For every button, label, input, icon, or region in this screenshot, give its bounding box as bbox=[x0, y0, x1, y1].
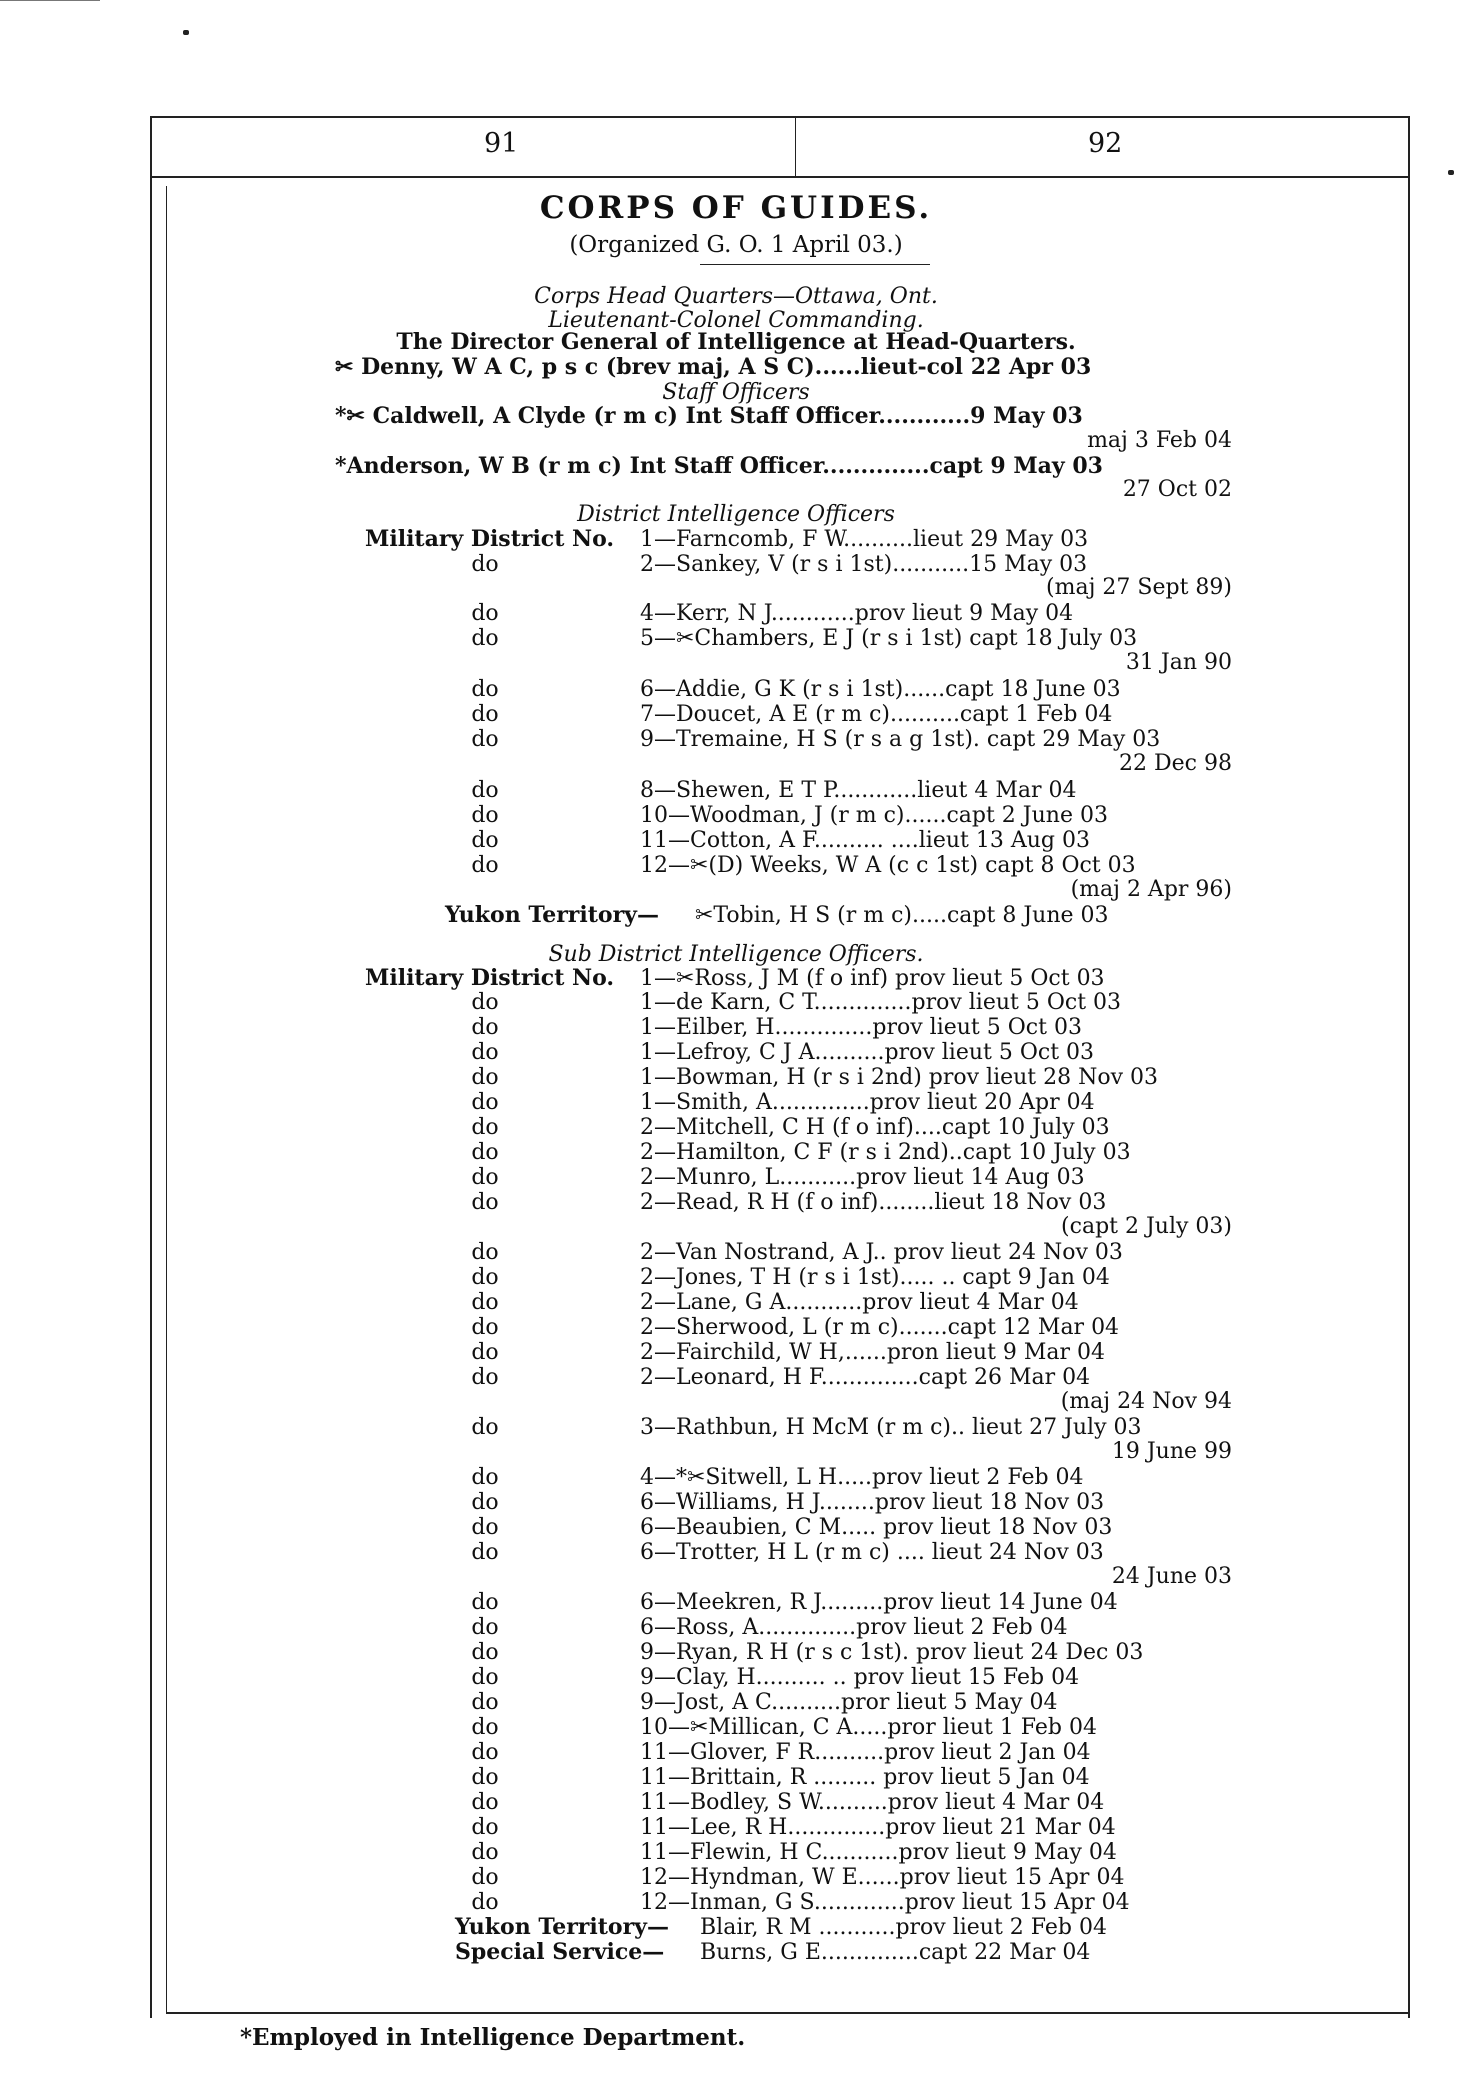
sub-entry: 11—Flewin, H C...........prov lieut 9 May 04 bbox=[640, 1840, 1117, 1865]
sub-ditto: do bbox=[471, 1765, 499, 1790]
sub-entry: Burns, G E..............capt 22 Mar 04 bbox=[700, 1940, 1091, 1965]
sub-ditto: do bbox=[471, 1865, 499, 1890]
sub-entry: 2—Read, R H (f o inf)........lieut 18 Nov 03 bbox=[640, 1190, 1107, 1215]
sub-ditto: do bbox=[471, 1665, 499, 1690]
district-district-label: Military District No. bbox=[365, 526, 615, 552]
district-ditto: do bbox=[471, 828, 499, 853]
sub-entry: 4—*✂Sitwell, L H.....prov lieut 2 Feb 04 bbox=[640, 1465, 1084, 1490]
hq-line: Lieutenant-Colonel Commanding. bbox=[548, 308, 924, 333]
footnote: *Employed in Intelligence Department. bbox=[240, 2024, 746, 2051]
sub-ditto: do bbox=[471, 1790, 499, 1815]
district-entry: 6—Addie, G K (r s i 1st)......capt 18 June 03 bbox=[640, 677, 1121, 702]
sub-ditto: do bbox=[471, 1040, 499, 1065]
sub-ditto: do bbox=[471, 1340, 499, 1365]
sub-ditto: do bbox=[471, 1290, 499, 1315]
sub-entry: 1—Eilber, H..............prov lieut 5 Oct 03 bbox=[640, 1015, 1082, 1040]
district-ditto: do bbox=[471, 853, 499, 878]
section-subtitle: (Organized G. O. 1 April 03.) bbox=[569, 232, 903, 258]
district-date-note: (maj 27 Sept 89) bbox=[1046, 575, 1232, 600]
sub-ditto: do bbox=[471, 1090, 499, 1115]
sub-ditto: do bbox=[471, 1515, 499, 1540]
sub-date-note: (maj 24 Nov 94 bbox=[1060, 1389, 1232, 1414]
sub-date-note: 19 June 99 bbox=[1111, 1439, 1232, 1464]
sub-entry: 6—Trotter, H L (r m c) .... lieut 24 Nov 03 bbox=[640, 1540, 1104, 1565]
sub-entry: 1—de Karn, C T..............prov lieut 5 Oct 03 bbox=[640, 990, 1122, 1015]
sub-entry: 3—Rathbun, H McM (r m c).. lieut 27 July 03 bbox=[640, 1415, 1142, 1440]
sub-ditto: do bbox=[471, 1365, 499, 1390]
sub-entry: 2—Sherwood, L (r m c).......capt 12 Mar 04 bbox=[640, 1315, 1120, 1340]
sub-ditto: do bbox=[471, 1015, 499, 1040]
sub-ditto: do bbox=[471, 1690, 499, 1715]
sub-entry: 2—Mitchell, C H (f o inf)....capt 10 July 03 bbox=[640, 1115, 1110, 1140]
ink-mark bbox=[1448, 170, 1454, 175]
sub-ditto: do bbox=[471, 1115, 499, 1140]
sub-ditto: do bbox=[471, 1590, 499, 1615]
sub-date-note: (capt 2 July 03) bbox=[1061, 1214, 1232, 1239]
section-title: CORPS OF GUIDES. bbox=[539, 190, 933, 226]
sub-entry: 6—Meekren, R J.........prov lieut 14 June 04 bbox=[640, 1590, 1118, 1615]
sub-ditto: do bbox=[471, 1415, 499, 1440]
district-date-note: 22 Dec 98 bbox=[1119, 751, 1232, 776]
hq-line: The Director General of Intelligence at Head-Quarters. bbox=[396, 329, 1076, 355]
district-ditto: do bbox=[471, 626, 499, 651]
top-left-dash bbox=[0, 0, 100, 1]
district-entry: 12—✂(D) Weeks, W A (c c 1st) capt 8 Oct 03 bbox=[640, 853, 1136, 878]
sub-ditto: do bbox=[471, 1240, 499, 1265]
sub-entry: 6—Beaubien, C M..... prov lieut 18 Nov 03 bbox=[640, 1515, 1113, 1540]
inner-left-rule bbox=[166, 186, 167, 2012]
sub-entry: 1—Lefroy, C J A..........prov lieut 5 Oct 03 bbox=[640, 1040, 1095, 1065]
district-entry: 7—Doucet, A E (r m c)..........capt 1 Feb 04 bbox=[640, 702, 1113, 727]
sub-ditto: do bbox=[471, 1065, 499, 1090]
sub-ditto: do bbox=[471, 1190, 499, 1215]
sub-ditto: do bbox=[471, 1540, 499, 1565]
sub-ditto: do bbox=[471, 1140, 499, 1165]
ink-mark bbox=[183, 30, 189, 35]
district-entry: 4—Kerr, N J............prov lieut 9 May 04 bbox=[640, 601, 1074, 626]
district-date-note: 31 Jan 90 bbox=[1125, 650, 1232, 675]
sub-entry: Blair, R M ...........prov lieut 2 Feb 04 bbox=[700, 1915, 1107, 1940]
staff-date-note: maj 3 Feb 04 bbox=[1087, 428, 1232, 453]
sub-ditto: do bbox=[471, 1640, 499, 1665]
page-number-right: 92 bbox=[1088, 128, 1123, 159]
sub-region: Yukon Territory— bbox=[455, 1914, 669, 1940]
district-date-note: (maj 2 Apr 96) bbox=[1070, 877, 1232, 902]
sub-ditto: do bbox=[471, 1165, 499, 1190]
sub-ditto: do bbox=[471, 1315, 499, 1340]
sub-ditto: do bbox=[471, 1840, 499, 1865]
sub-entry: 9—Clay, H.......... .. prov lieut 15 Feb 04 bbox=[640, 1665, 1080, 1690]
district-ditto: do bbox=[471, 803, 499, 828]
sub-entry: 11—Glover, F R..........prov lieut 2 Jan 04 bbox=[640, 1740, 1091, 1765]
sub-date-note: 24 June 03 bbox=[1111, 1564, 1232, 1589]
sub-entry: 9—Jost, A C..........pror lieut 5 May 04 bbox=[640, 1690, 1058, 1715]
subtitle-rule bbox=[700, 264, 930, 265]
staff-date-note: 27 Oct 02 bbox=[1122, 477, 1232, 502]
sub-entry: 2—Munro, L...........prov lieut 14 Aug 03 bbox=[640, 1165, 1085, 1190]
sub-region: Special Service— bbox=[455, 1939, 665, 1965]
staff-entry: *✂ Caldwell, A Clyde (r m c) Int Staff Officer............9 May 03 bbox=[335, 403, 1083, 429]
sub-entry: 2—Jones, T H (r s i 1st)..... .. capt 9 Jan 04 bbox=[640, 1265, 1110, 1290]
sub-entry: 12—Inman, G S.............prov lieut 15 Apr 04 bbox=[640, 1890, 1130, 1915]
sub-ditto: do bbox=[471, 1715, 499, 1740]
district-ditto: do bbox=[471, 778, 499, 803]
sub-entry: 11—Brittain, R ......... prov lieut 5 Jan 04 bbox=[640, 1765, 1090, 1790]
district-entry: 5—✂Chambers, E J (r s i 1st) capt 18 July 03 bbox=[640, 626, 1138, 651]
staff-entry: *Anderson, W B (r m c) Int Staff Officer..............capt 9 May 03 bbox=[335, 453, 1103, 479]
sub-entry: 1—Smith, A..............prov lieut 20 Apr 04 bbox=[640, 1090, 1095, 1115]
district-ditto: do bbox=[471, 727, 499, 752]
sub-entry: 10—✂Millican, C A.....pror lieut 1 Feb 04 bbox=[640, 1715, 1097, 1740]
sub-ditto: do bbox=[471, 990, 499, 1015]
district-heading: District Intelligence Officers bbox=[577, 502, 895, 527]
district-region: Yukon Territory— bbox=[445, 902, 659, 928]
sub-entry: 2—Lane, G A...........prov lieut 4 Mar 04 bbox=[640, 1290, 1079, 1315]
district-entry: 11—Cotton, A F.......... ....lieut 13 Aug 03 bbox=[640, 828, 1090, 853]
sub-entry: 1—✂Ross, J M (f o inf) prov lieut 5 Oct 03 bbox=[640, 966, 1105, 991]
sub-entry: 6—Ross, A..............prov lieut 2 Feb 04 bbox=[640, 1615, 1068, 1640]
district-entry: 1—Farncomb, F W..........lieut 29 May 03 bbox=[640, 527, 1089, 552]
district-entry: 10—Woodman, J (r m c)......capt 2 June 03 bbox=[640, 803, 1108, 828]
sub-entry: 1—Bowman, H (r s i 2nd) prov lieut 28 Nov 03 bbox=[640, 1065, 1159, 1090]
district-ditto: do bbox=[471, 552, 499, 577]
staff-heading: Staff Officers bbox=[662, 380, 810, 405]
district-entry: 8—Shewen, E T P............lieut 4 Mar 04 bbox=[640, 778, 1077, 803]
district-entry: ✂Tobin, H S (r m c).....capt 8 June 03 bbox=[695, 903, 1109, 928]
page-number-left: 91 bbox=[484, 128, 519, 159]
sub-district-label: Military District No. bbox=[365, 965, 615, 991]
sub-entry: 11—Bodley, S W..........prov lieut 4 Mar 04 bbox=[640, 1790, 1105, 1815]
bottom-rule bbox=[166, 2012, 1408, 2014]
sub-ditto: do bbox=[471, 1740, 499, 1765]
sub-ditto: do bbox=[471, 1890, 499, 1915]
sub-entry: 2—Leonard, H F..............capt 26 Mar 04 bbox=[640, 1365, 1091, 1390]
sub-ditto: do bbox=[471, 1815, 499, 1840]
sub-entry: 11—Lee, R H..............prov lieut 21 Mar 04 bbox=[640, 1815, 1116, 1840]
sub-district-heading: Sub District Intelligence Officers. bbox=[548, 942, 924, 967]
staff-entry: ✂ Denny, W A C, p s c (brev maj, A S C)......lieut-col 22 Apr 03 bbox=[335, 354, 1092, 380]
district-entry: 2—Sankey, V (r s i 1st)...........15 May 03 bbox=[640, 552, 1088, 577]
sub-ditto: do bbox=[471, 1490, 499, 1515]
sub-entry: 2—Van Nostrand, A J.. prov lieut 24 Nov 03 bbox=[640, 1240, 1123, 1265]
hq-line: Corps Head Quarters—Ottawa, Ont. bbox=[534, 284, 938, 309]
district-ditto: do bbox=[471, 702, 499, 727]
sub-ditto: do bbox=[471, 1465, 499, 1490]
district-entry: 9—Tremaine, H S (r s a g 1st). capt 29 May 03 bbox=[640, 727, 1161, 752]
sub-entry: 6—Williams, H J........prov lieut 18 Nov 03 bbox=[640, 1490, 1105, 1515]
sub-ditto: do bbox=[471, 1615, 499, 1640]
sub-entry: 2—Fairchild, W H,......pron lieut 9 Mar 04 bbox=[640, 1340, 1106, 1365]
district-ditto: do bbox=[471, 677, 499, 702]
sub-entry: 2—Hamilton, C F (r s i 2nd)..capt 10 July 03 bbox=[640, 1140, 1131, 1165]
sub-ditto: do bbox=[471, 1265, 499, 1290]
sub-entry: 12—Hyndman, W E......prov lieut 15 Apr 04 bbox=[640, 1865, 1125, 1890]
sub-entry: 9—Ryan, R H (r s c 1st). prov lieut 24 Dec 03 bbox=[640, 1640, 1144, 1665]
district-ditto: do bbox=[471, 601, 499, 626]
